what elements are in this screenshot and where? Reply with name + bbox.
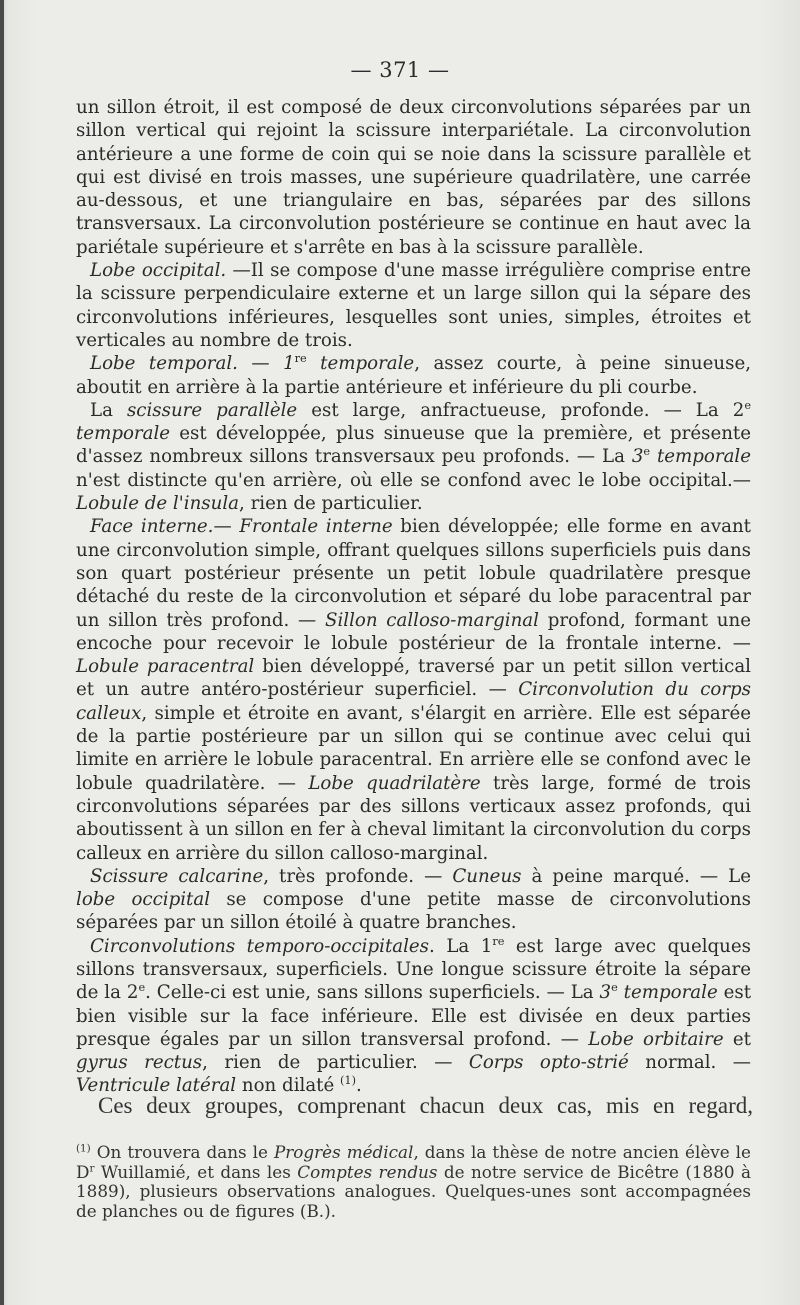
italic-term: Ventricule latéral (76, 1075, 237, 1097)
italic-term: Lobule paracentral (76, 656, 255, 678)
paragraph (76, 352, 751, 399)
text-run: — (213, 516, 240, 538)
italic-term: Lobe occipital. (90, 260, 227, 282)
text-run: normal. — (628, 1052, 751, 1074)
footnote (76, 1143, 751, 1221)
paragraph (76, 515, 751, 864)
text-run: , rien de particulier. (239, 493, 423, 515)
text-run: . La 1 (429, 935, 493, 957)
italic-term: 3 (599, 982, 612, 1004)
paragraph (76, 935, 751, 1098)
text-run: , assez courte, à peine sinueuse, aboutit en arrière à la partie antérieure et inférieure du pli courbe. (76, 353, 752, 398)
superscript: e (138, 981, 146, 995)
text-run: est large, anfractueuse, profonde. — La 2 (297, 399, 745, 421)
text-run: bien développée; elle forme en avant une circonvolution simple, offrant quelques sillons superficiels puis dans son quart postérieur présente un petit lobule quadrilatère presque détaché du reste de la circonvolution et séparé du lobe paracentral par un sillon très profond. — (76, 516, 751, 631)
italic-term: Comptes rendus (297, 1161, 438, 1182)
text-run: profond, formant une encoche pour recevoir le lobule postérieur de la frontale interne. — (76, 609, 751, 654)
text-run: de notre service de Bicêtre (1880 à 1889), plusieurs observations analogues. Quelques-unes sont accompagnées de planches ou de figures (B.). (76, 1161, 751, 1221)
italic-term: lobe occipital (76, 889, 211, 911)
text-run: , très profonde. — (263, 865, 453, 887)
italic-term: Sillon calloso-marginal (324, 609, 539, 631)
italic-term: Frontale interne (239, 516, 393, 538)
italic-term: temporale (617, 982, 718, 1004)
body-text (76, 96, 751, 1098)
italic-term: Circonvolutions temporo-occipitales (90, 935, 430, 957)
superscript: re (492, 934, 505, 948)
text-run: se compose d'une petite masse de circonvolutions séparées par un sillon étoilé à quatre branches. (76, 889, 751, 934)
text-run: . (356, 1075, 362, 1097)
superscript: r (89, 1162, 95, 1174)
text-run: à peine marqué. — Le (521, 865, 751, 887)
text-run: Wuillamié, et dans les (94, 1161, 298, 1182)
italic-term: 1 (283, 353, 295, 375)
text-run: . Celle-ci est unie, sans sillons superficiels. — La (145, 982, 600, 1004)
paragraph (76, 399, 751, 515)
italic-term: Face interne. (90, 516, 214, 538)
text-run: On trouvera dans le (90, 1142, 274, 1162)
text-run: non dilaté (236, 1075, 341, 1097)
text-run: est développée, plus sinueuse que la première, et présente d'assez nombreux sillons transversaux peu profonds. — La (76, 423, 751, 468)
italic-term: temporale (76, 423, 171, 445)
italic-term: scissure parallèle (126, 399, 298, 421)
page-binding-edge (0, 0, 4, 1305)
italic-term: Scissure calcarine (90, 865, 264, 887)
text-run: un sillon étroit, il est composé de deux circonvolutions séparées par un sillon vertical qui rejoint la scissure interpariétale. La circonvolution antérieure a une forme de coin qui se noie dans la scissure parallèle et qui est divisé en trois masses, une supérieure quadrilatère, une carrée au-dessous, et une triangulaire en bas, séparées par des sillons transversaux. La circonvolution postérieure se continue en haut avec la pariétale supérieure et s'arrête en bas à la scissure parallèle. (76, 97, 751, 258)
italic-term: Lobe quadrilatère (308, 772, 481, 794)
superscript: e (744, 398, 751, 412)
section-heading: Ces deux groupes, comprenant chacun deux cas, mis en regard, (98, 1093, 753, 1118)
text-run: —Il se compose d'une masse irrégulière comprise entre la scissure perpendiculaire externe et un large sillon qui la sépare des circonvolutions inférieures, lesquelles sont unies, simples, étroites et verticales au nombre de trois. (76, 260, 751, 351)
paragraph (76, 865, 751, 935)
text-run: , rien de particulier. — (202, 1052, 469, 1074)
italic-term: Lobe orbitaire (588, 1028, 724, 1050)
page-number: — 371 — (350, 58, 450, 82)
text-run: n'est distincte qu'en arrière, où elle se confond avec le lobe occipital.— (76, 469, 751, 491)
text-run: , dans la thèse de notre ancien élève le D (76, 1142, 751, 1182)
paragraph (76, 259, 751, 352)
text-run: est bien visible sur la face inférieure. Elle est divisée en deux parties presque égales par un sillon transversal profond. — (76, 982, 752, 1050)
italic-term: Circonvolution du corps calleux (76, 679, 752, 724)
text-run: et (723, 1028, 751, 1050)
superscript: e (611, 981, 618, 995)
superscript: (1) (340, 1074, 356, 1088)
italic-term: Cuneus (452, 865, 522, 887)
text-run: La (90, 399, 127, 421)
italic-term: temporale (650, 446, 751, 468)
italic-term: Lobe temporal. (90, 353, 238, 375)
text-run: bien développé, traversé par un petit sillon vertical et un autre antéro-postérieur superficiel. — (76, 656, 751, 701)
text-run: est large avec quelques sillons transversaux, superficiels. Une longue scissure étroite la sépare de la 2 (76, 935, 751, 1004)
italic-term: Progrès médical (273, 1142, 414, 1162)
italic-term: Corps opto-strié (468, 1052, 629, 1074)
italic-term: 3 (631, 446, 644, 468)
superscript: re (294, 352, 307, 366)
italic-term: temporale (306, 353, 415, 375)
text-run: très large, formé de trois circonvolutions séparées par des sillons verticaux assez profonds, qui aboutissent à un sillon en fer à cheval limitant la circonvolution du corps calleux en arrière du sillon calloso-marginal. (76, 772, 751, 864)
superscript: (1) (76, 1142, 91, 1155)
paragraph (76, 96, 751, 259)
italic-term: Lobule de l'insula (76, 493, 239, 515)
text-run: — (237, 353, 284, 375)
italic-term: gyrus rectus (76, 1052, 203, 1074)
text-run: , simple et étroite en avant, s'élargit en arrière. Elle est séparée de la partie postérieure par un sillon qui se continue avec celui qui limite en arrière le lobule paracentral. En arrière elle se confond avec le lobule quadrilatère. — (76, 702, 751, 794)
superscript: e (643, 445, 651, 459)
